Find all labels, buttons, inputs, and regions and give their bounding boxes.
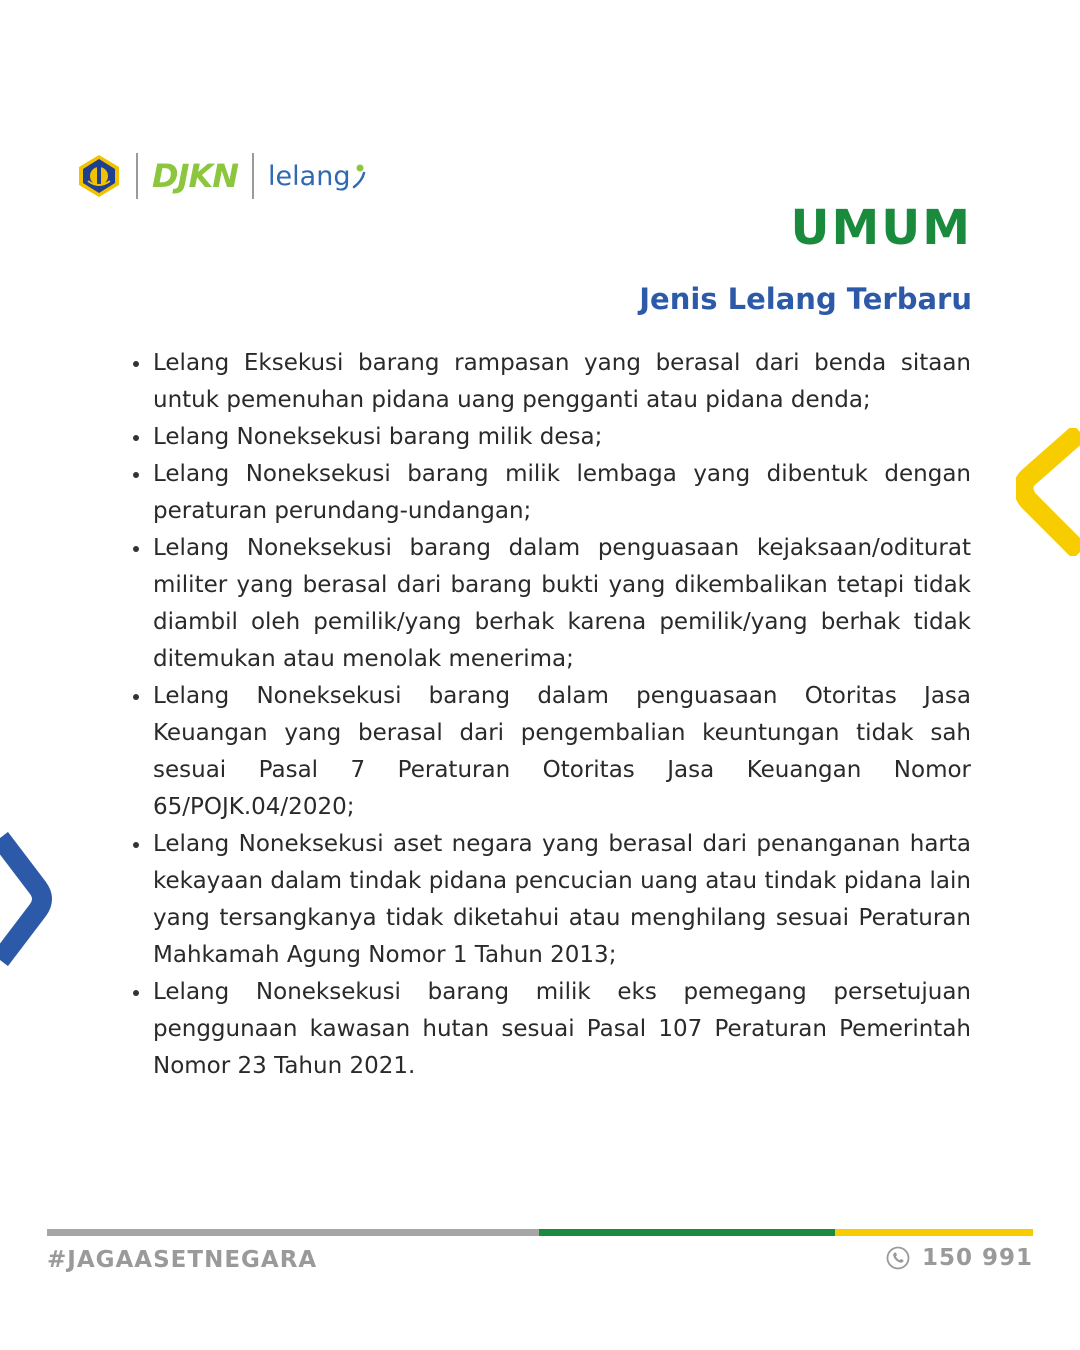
footer-phone: [886, 1245, 1033, 1271]
djkn-logo: DJKN: [152, 157, 239, 195]
list-item: Lelang Noneksekusi barang milik desa;: [153, 419, 971, 456]
footer-hashtag: #JAGAASETNEGARA: [47, 1247, 318, 1273]
list-item: Lelang Noneksekusi barang dalam penguasaan kejaksaan/oditurat militer yang berasal dari barang bukti yang dikembalikan tetapi tidak diambil oleh pemilik/yang berhak karena pemilik/yang berhak tidak ditemukan atau menolak menerima;: [153, 530, 971, 678]
list-item: Lelang Eksekusi barang rampasan yang berasal dari benda sitaan untuk pemenuhan pidana uang pengganti atau pidana denda;: [153, 345, 971, 419]
footer-bar-grey: [47, 1229, 539, 1236]
lelang-person-icon: [352, 163, 366, 189]
logo-row: [76, 150, 366, 202]
footer-bar-green: [539, 1229, 835, 1236]
logo-divider: [136, 153, 138, 199]
phone-number: 150 991: [921, 1245, 1033, 1271]
kemenkeu-emblem-icon: [76, 153, 122, 199]
list-item: Lelang Noneksekusi barang milik eks pemegang persetujuan penggunaan kawasan hutan sesuai Pasal 107 Peraturan Pemerintah Nomor 23 Tahun 2021.: [153, 974, 971, 1085]
list-item: Lelang Noneksekusi barang dalam penguasaan Otoritas Jasa Keuangan yang berasal dari pengembalian keuntungan tidak sah sesuai Pasal 7 Peraturan Otoritas Jasa Keuangan Nomor 65/POJK.04/2020;: [153, 678, 971, 826]
page-subtitle: Jenis Lelang Terbaru: [639, 282, 972, 316]
footer-bar-yellow: [835, 1229, 1033, 1236]
blue-chevron-decoration: [0, 832, 56, 966]
lelang-logo: lelang: [268, 160, 351, 192]
logo-divider: [252, 153, 254, 199]
auction-type-list: [153, 345, 971, 1085]
phone-icon: [886, 1246, 910, 1270]
list-item: Lelang Noneksekusi barang milik lembaga yang dibentuk dengan peraturan perundang-undangan;: [153, 456, 971, 530]
page-title: UMUM: [790, 200, 972, 256]
list-item: Lelang Noneksekusi aset negara yang berasal dari penanganan harta kekayaan dalam tindak pidana pencucian uang atau tindak pidana lain yang tersangkanya tidak diketahui atau menghilang sesuai Peraturan Mahkamah Agung Nomor 1 Tahun 2013;: [153, 826, 971, 974]
yellow-chevron-decoration: [1016, 428, 1080, 556]
